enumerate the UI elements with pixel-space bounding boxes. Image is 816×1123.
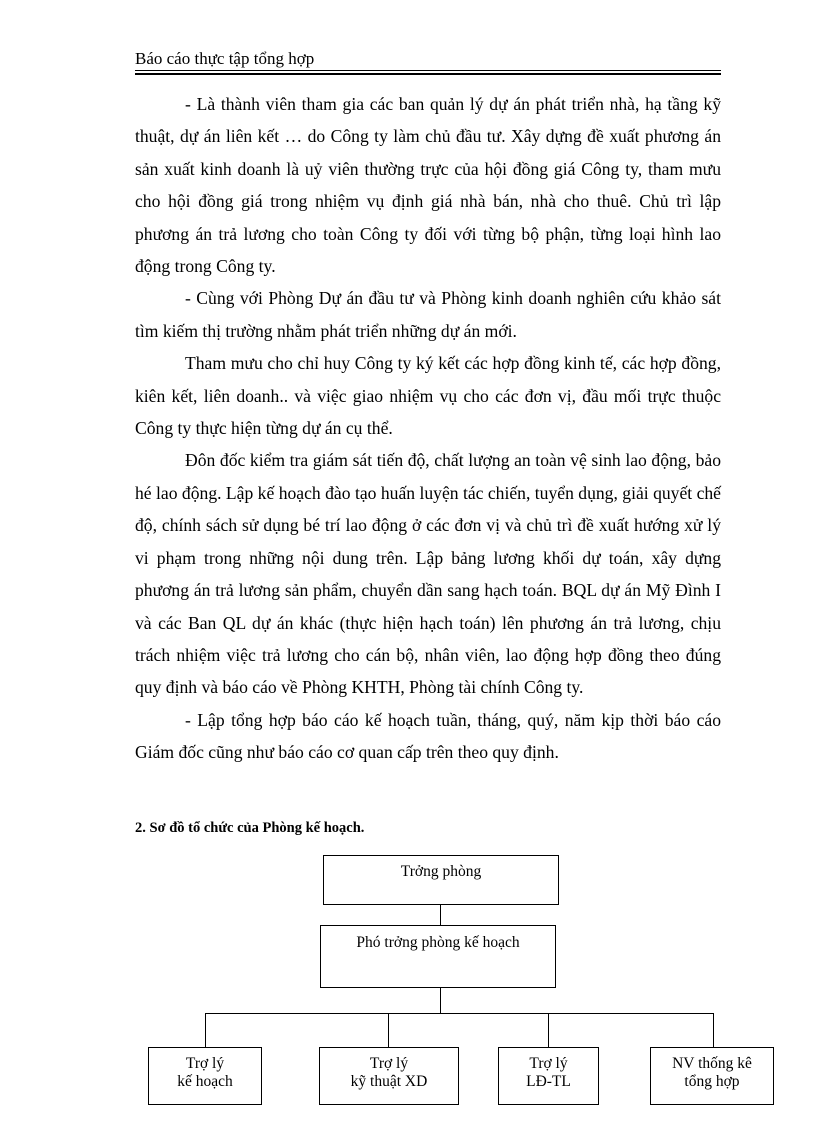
header-title: Báo cáo thực tập tổng hợp <box>135 49 315 68</box>
section-heading: 2. Sơ đồ tổ chức của Phòng kế hoạch. <box>135 820 365 836</box>
paragraph: Đôn đốc kiểm tra giám sát tiến độ, chất lượng an toàn vệ sinh lao động, bảo hé lao động. Lập kế hoạch đào tạo huấn luyện tác chiến, tuyển dụng, giải quyết chế độ, chính sách sử dụng bé trí lao động ở các đơn vị và chủ trì đề xuất hướng xử lý vi phạm trong những nội dung trên. Lập bảng lương khối dự toán, xây dựng phương án trả lương sản phẩm, chuyển dần sang hạch toán. BQL dự án Mỹ Đình I và các Ban QL dự án khác (thực hiện hạch toán) lên phương án trả lương, chịu trách nhiệm việc trả lương cho cán bộ, nhân viên, lao động hợp đồng theo đúng quy định và báo cáo về Phòng KHTH, Phòng tài chính Công ty. <box>135 450 721 698</box>
connector-head-deputy <box>440 905 441 925</box>
connector-unit-2 <box>388 1013 389 1047</box>
org-box-unit-line2: tổng hợp <box>684 1073 740 1090</box>
paragraph: - Lập tổng hợp báo cáo kế hoạch tuần, tháng, quý, năm kịp thời báo cáo Giám đốc cũng như báo cáo cơ quan cấp trên theo quy định. <box>135 709 721 763</box>
org-box-unit-line2: kế hoạch <box>177 1073 233 1090</box>
connector-deputy-bus <box>440 988 441 1014</box>
org-box-unit-line2: LĐ-TL <box>526 1073 571 1090</box>
org-box-deputy <box>320 925 556 988</box>
org-box-head-label: Trởng phòng <box>400 863 482 880</box>
paragraph: - Là thành viên tham gia các ban quản lý dự án phát triển nhà, hạ tầng kỹ thuật, dự án liên kết … do Công ty làm chủ đầu tư. Xây dựng đề xuất phương án sản xuất kinh doanh là uỷ viên thường trực của hội đồng giá Công ty, tham mưu cho hội đồng giá trong nhiệm vụ định giá nhà bán, nhà cho thuê. Chủ trì lập phương án trả lương cho toàn Công ty đối với từng bộ phận, từng loại hình lao động trong Công ty. <box>135 94 721 277</box>
org-box-head <box>323 855 559 905</box>
paragraph: Tham mưu cho chỉ huy Công ty ký kết các hợp đồng kinh tế, các hợp đồng, kiên kết, liên doanh.. và việc giao nhiệm vụ cho các đơn vị, đầu mối trực thuộc Công ty thực hiện từng dự án cụ thể. <box>135 353 721 439</box>
connector-bus <box>205 1013 714 1014</box>
org-box-unit-line1: NV thống kê <box>672 1055 752 1072</box>
paragraph: - Cùng với Phòng Dự án đầu tư và Phòng kinh doanh nghiên cứu khảo sát tìm kiếm thị trường nhằm phát triển những dự án mới. <box>135 288 721 341</box>
org-box-unit <box>498 1047 599 1105</box>
org-box-unit <box>650 1047 774 1105</box>
org-box-unit-line1: Trợ lý <box>185 1055 225 1072</box>
connector-unit-1 <box>205 1013 206 1047</box>
org-box-unit-line2: kỹ thuật XD <box>350 1073 428 1090</box>
org-box-unit <box>319 1047 459 1105</box>
connector-unit-4 <box>713 1013 714 1047</box>
org-box-unit <box>148 1047 262 1105</box>
org-box-deputy-label: Phó trởng phòng kế hoạch <box>356 934 520 951</box>
connector-unit-3 <box>548 1013 549 1047</box>
org-box-unit-line1: Trợ lý <box>529 1055 568 1072</box>
org-box-unit-line1: Trợ lý <box>369 1055 409 1072</box>
